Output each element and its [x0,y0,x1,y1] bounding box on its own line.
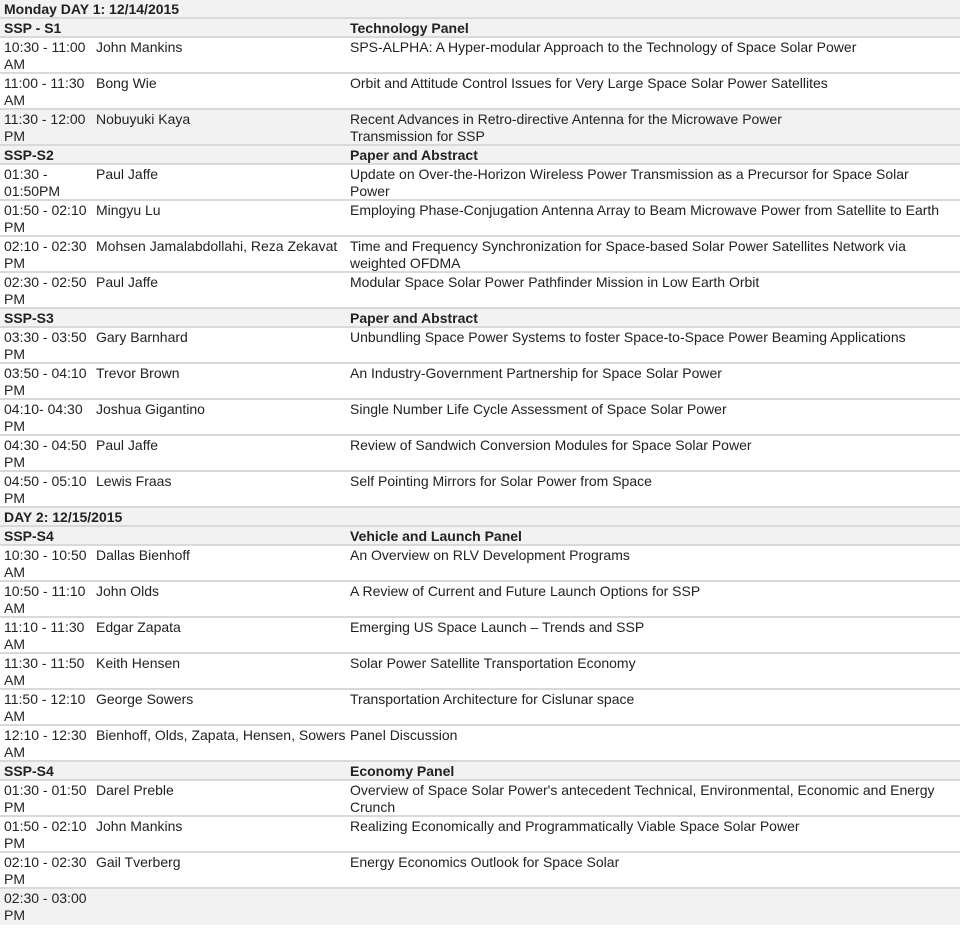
talk-row [0,618,960,654]
session-panel: Technology Panel [350,20,469,36]
talk-row [0,582,960,618]
talk-title: Overview of Space Solar Power's antecedent Technical, Environmental, Economic and Energy Crunch [350,782,935,815]
talk-speaker: Paul Jaffe [96,437,159,453]
talk-speaker: Dallas Bienhoff [96,547,190,563]
talk-row [0,546,960,582]
talk-speaker: Keith Hensen [96,655,181,671]
talk-row [0,237,960,273]
talk-time: 02:30 - 03:00 PM [4,890,87,923]
talk-speaker: Bienhoff, Olds, Zapata, Hensen, Sowers [96,727,346,743]
talk-row [0,436,960,472]
talk-title: Single Number Life Cycle Assessment of Space Solar Power [350,401,727,417]
talk-row [0,74,960,110]
talk-title: SPS-ALPHA: A Hyper-modular Approach to the Technology of Space Solar Power [350,39,857,55]
talk-row [0,690,960,726]
talk-time: 01:50 - 02:10 PM [4,818,87,851]
talk-time: 10:50 - 11:10 AM [4,583,86,616]
session-header-row [0,309,960,328]
talk-speaker: Joshua Gigantino [96,401,205,417]
talk-time: 11:50 - 12:10 AM [4,691,86,724]
talk-title: Emerging US Space Launch – Trends and SSP [350,619,645,635]
talk-time: 02:10 - 02:30 PM [4,238,87,271]
talk-title: Solar Power Satellite Transportation Economy [350,655,636,671]
session-header-row [0,146,960,165]
talk-speaker: Lewis Fraas [96,473,172,489]
talk-speaker: Trevor Brown [96,365,180,381]
session-panel: Vehicle and Launch Panel [350,528,522,544]
talk-time: 03:30 - 03:50 PM [4,329,87,362]
day-label: DAY 2: 12/15/2015 [4,509,123,525]
talk-title: Panel Discussion [350,727,458,743]
session-header-row [0,527,960,546]
session-code: SSP-S2 [4,147,54,163]
talk-row [0,726,960,762]
talk-time: 11:30 - 11:50 AM [4,655,85,688]
talk-title: Energy Economics Outlook for Space Solar [350,854,620,870]
talk-title: Transportation Architecture for Cislunar space [350,691,635,707]
session-panel: Paper and Abstract [350,147,478,163]
talk-title: An Industry-Government Partnership for Space Solar Power [350,365,722,381]
talk-row [0,781,960,817]
talk-speaker: Gary Barnhard [96,329,188,345]
talk-row [0,400,960,436]
talk-time: 02:30 - 02:50 PM [4,274,87,307]
talk-time: 03:50 - 04:10 PM [4,365,87,398]
talk-time: 04:30 - 04:50 PM [4,437,87,470]
day-header-row [0,508,960,527]
talk-row [0,110,960,146]
talk-speaker: Mohsen Jamalabdollahi, Reza Zekavat [96,238,338,254]
session-panel: Paper and Abstract [350,310,478,326]
talk-speaker: Gail Tverberg [96,854,181,870]
talk-speaker: John Mankins [96,818,183,834]
talk-speaker: George Sowers [96,691,194,707]
talk-row [0,38,960,74]
day-header-row [0,0,960,19]
talk-row [0,817,960,853]
talk-time: 04:10- 04:30 PM [4,401,83,434]
talk-time: 11:30 - 12:00 PM [4,111,86,144]
talk-title: An Overview on RLV Development Programs [350,547,630,563]
session-code: SSP - S1 [4,20,62,36]
talk-row [0,328,960,364]
talk-row [0,165,960,201]
talk-row [0,853,960,889]
talk-row [0,201,960,237]
talk-speaker: Bong Wie [96,75,157,91]
talk-title: Recent Advances in Retro-directive Antenna for the Microwave Power Transmission for SSP [350,111,782,144]
talk-time: 10:30 - 10:50 AM [4,547,87,580]
talk-speaker: John Olds [96,583,160,599]
talk-title: Employing Phase-Conjugation Antenna Array to Beam Microwave Power from Satellite to Earth [350,202,940,218]
talk-time: 02:10 - 02:30 PM [4,854,87,887]
talk-title: Review of Sandwich Conversion Modules for Space Solar Power [350,437,752,453]
talk-title: Update on Over-the-Horizon Wireless Power Transmission as a Precursor for Space Solar Power [350,166,909,199]
session-code: SSP-S3 [4,310,54,326]
talk-speaker: Edgar Zapata [96,619,181,635]
talk-title: A Review of Current and Future Launch Options for SSP [350,583,701,599]
talk-time: 01:30 - 01:50 PM [4,782,87,815]
talk-time: 01:50 - 02:10 PM [4,202,87,235]
talk-speaker: John Mankins [96,39,183,55]
session-code: SSP-S4 [4,763,54,779]
session-header-row [0,762,960,781]
day-label: Monday DAY 1: 12/14/2015 [4,1,180,17]
talk-speaker: Mingyu Lu [96,202,161,218]
talk-speaker: Paul Jaffe [96,274,159,290]
talk-title: Modular Space Solar Power Pathfinder Mission in Low Earth Orbit [350,274,760,290]
talk-time: 04:50 - 05:10 PM [4,473,87,506]
talk-row [0,273,960,309]
talk-row [0,364,960,400]
talk-speaker: Nobuyuki Kaya [96,111,191,127]
talk-row [0,472,960,508]
talk-speaker: Paul Jaffe [96,166,159,182]
talk-row [0,654,960,690]
talk-row [0,889,960,925]
talk-time: 10:30 - 11:00 AM [4,39,86,72]
talk-title: Orbit and Attitude Control Issues for Very Large Space Solar Power Satellites [350,75,828,91]
talk-title: Realizing Economically and Programmatically Viable Space Solar Power [350,818,800,834]
talk-title: Time and Frequency Synchronization for Space-based Solar Power Satellites Network via weighted OFDMA [350,238,906,271]
talk-time: 11:10 - 11:30 AM [4,619,85,652]
talk-speaker: Darel Preble [96,782,174,798]
session-panel: Economy Panel [350,763,455,779]
session-code: SSP-S4 [4,528,54,544]
talk-title: Self Pointing Mirrors for Solar Power from Space [350,473,652,489]
talk-time: 01:30 - 01:50PM [4,166,61,199]
session-header-row [0,19,960,38]
talk-time: 11:00 - 11:30 AM [4,75,85,108]
talk-title: Unbundling Space Power Systems to foster Space-to-Space Power Beaming Applications [350,329,906,345]
talk-time: 12:10 - 12:30 AM [4,727,87,760]
